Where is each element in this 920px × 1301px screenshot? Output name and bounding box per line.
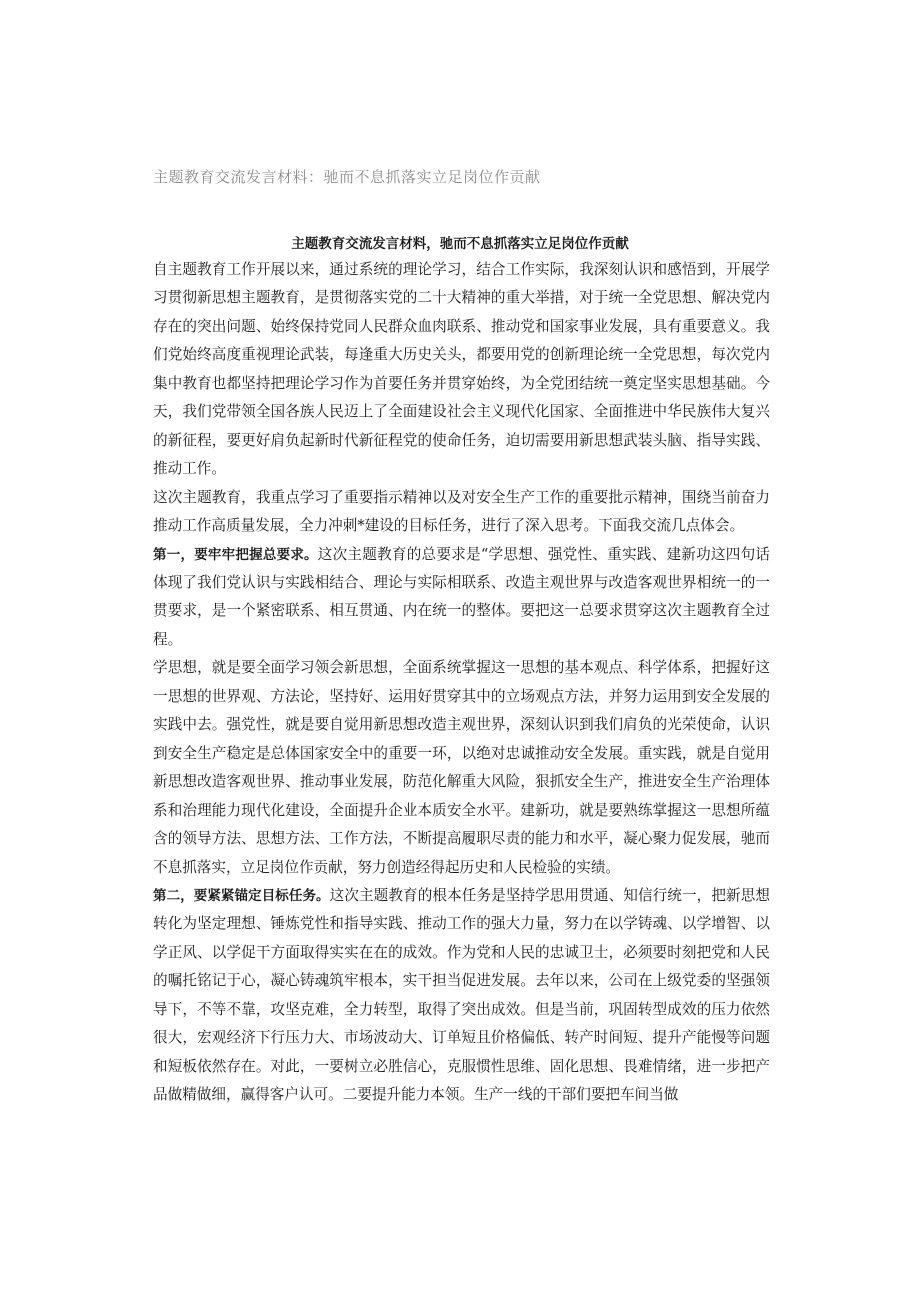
paragraph-text: 自主题教育工作开展以来，通过系统的理论学习，结合工作实际，我深刻认识和感悟到，开展学习贯彻新思想主题教育，是贯彻落实党的二十大精神的重大举措，对于统一全党思想、解决党内存在的突出问题、始终保持党同人民群众血肉联系、推动党和国家事业发展，具有重要意义。我们党始终高度重视理论武装，每逢重大历史关头，都要用党的创新理论统一全党思想，每次党内集中教育也都坚持把理论学习作为首要任务并贯穿始终，为全党团结统一奠定坚实思想基础。今天，我们党带领全国各族人民迈上了全面建设社会主义现代化国家、全面推进中华民族伟大复兴的新征程，要更好肩负起新时代新征程党的使命任务，迫切需要用新思想武装头脑、指导实践、推动工作。 — [153, 261, 770, 478]
paragraph-overview — [153, 484, 770, 541]
paragraph-text: 这次主题教育，我重点学习了重要指示精神以及对安全生产工作的重要批示精神，围绕当前奋力推动工作高质量发展，全力冲刺*建设的目标任务，进行了深入思考。下面我交流几点体会。 — [153, 488, 770, 535]
paragraph-intro — [153, 256, 770, 484]
paragraph-lead: 第一，要牢牢把握总要求。 — [153, 546, 318, 563]
document-title: 主题教育交流发言材料，驰而不息抓落实立足岗位作贡献 — [291, 236, 629, 252]
paragraph-text: 学思想，就是要全面学习领会新思想，全面系统掌握这一思想的基本观点、科学体系，把握好这一思想的世界观、方法论，坚持好、运用好贯穿其中的立场观点方法，并努力运用到安全发展的实践中去。强党性，就是要自觉用新思想改造主观世界，深刻认识到我们肩负的光荣使命，认识到安全生产稳定是总体国家安全中的重要一环，以绝对忠诚推动安全发展。重实践，就是自觉用新思想改造客观世界、推动事业发展，防范化解重大风险，狠抓安全生产，推进安全生产治理体系和治理能力现代化建设，全面提升企业本质安全水平。建新功，就是要熟练掌握这一思想所蕴含的领导方法、思想方法、工作方法，不断提高履职尽责的能力和水平，凝心聚力促发展，驰而不息抓落实，立足岗位作贡献，努力创造经得起历史和人民检验的实绩。 — [153, 659, 770, 876]
paragraph-point-two — [153, 882, 770, 1110]
document-body — [153, 256, 770, 1110]
paragraph-explanation — [153, 654, 770, 882]
header-title: 主题教育交流发言材料：驰而不息抓落实立足岗位作贡献 — [153, 168, 541, 186]
paragraph-text: 这次主题教育的总要求是“学思想、强党性、重实践、建新功这四句话体现了我们党认识与实践相结合、理论与实际相联系、改造主观世界与改造客观世界相统一的一贯要求，是一个紧密联系、相互贯通、内在统一的整体。要把这一总要求贯穿这次主题教育全过程。 — [153, 545, 770, 648]
paragraph-text: 这次主题教育的根本任务是坚持学思用贯通、知信行统一，把新思想转化为坚定理想、锤炼党性和指导实践、推动工作的强大力量，努力在以学铸魂、以学增智、以学正风、以学促干方面取得实实在在的成效。作为党和人民的忠诚卫士，必须要时刻把党和人民的嘱托铭记于心，凝心铸魂筑牢根本，实干担当促进发展。去年以来，公司在上级党委的坚强领导下，不等不靠，攻坚克难，全力转型，取得了突出成效。但是当前，巩固转型成效的压力依然很大，宏观经济下行压力大、市场波动大、订单短且价格偏低、转产时间短、提升产能慢等问题和短板依然存在。对此，一要树立必胜信心，克服惯性思维、固化思想、畏难情绪，进一步把产品做精做细，赢得客户认可。二要提升能力本领。生产一线的干部们要把车间当做 — [153, 886, 770, 1104]
paragraph-lead: 第二，要紧紧锚定目标任务。 — [153, 887, 330, 904]
paragraph-point-one — [153, 541, 770, 655]
